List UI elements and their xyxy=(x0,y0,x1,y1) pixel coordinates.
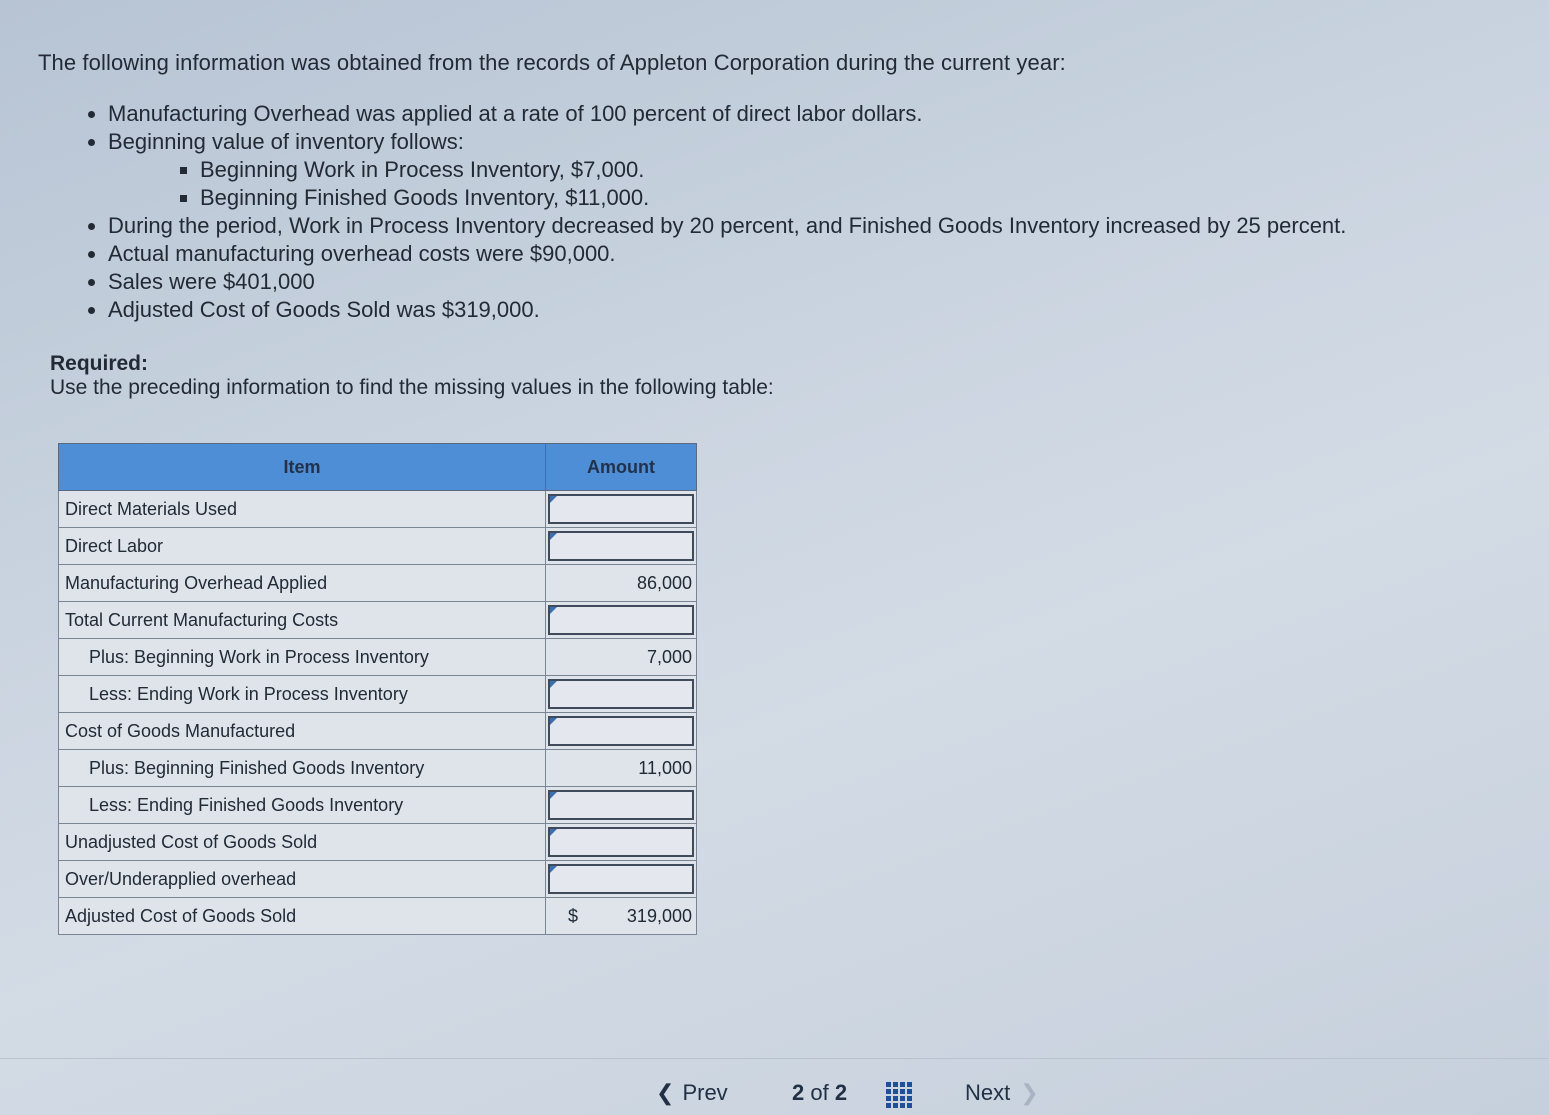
bullet-overhead-rate: • Manufacturing Overhead was applied at a rate of 100 percent of direct labor dollars. xyxy=(108,100,1520,128)
table-row xyxy=(59,491,697,528)
row-label: Total Current Manufacturing Costs xyxy=(59,602,546,639)
grid-icon[interactable] xyxy=(886,1082,911,1107)
table-row xyxy=(59,824,697,861)
row-label: Plus: Beginning Finished Goods Inventory xyxy=(59,750,546,787)
bullet-actual-overhead: • Actual manufacturing overhead costs were $90,000. xyxy=(108,240,1520,268)
page-of: of xyxy=(810,1080,829,1105)
input-box[interactable] xyxy=(548,716,694,746)
amount-value: 11,000 xyxy=(546,750,697,787)
total-pages: 2 xyxy=(834,1080,848,1105)
next-button[interactable] xyxy=(965,1080,1039,1106)
row-label: Unadjusted Cost of Goods Sold xyxy=(59,824,546,861)
bullet-sales: • Sales were $401,000 xyxy=(108,268,1520,296)
page-indicator xyxy=(792,1080,847,1106)
table-row xyxy=(59,898,697,935)
bullet-beginning-inventory-label: Beginning value of inventory follows: xyxy=(108,129,464,154)
amount-input-ending-wip[interactable] xyxy=(546,676,697,713)
row-label: Manufacturing Overhead Applied xyxy=(59,565,546,602)
input-box[interactable] xyxy=(548,790,694,820)
sub-bullet-beginning-fg: ▪ Beginning Finished Goods Inventory, $11,000. xyxy=(200,184,1520,212)
amount-value: 319,000 xyxy=(626,905,692,926)
current-page: 2 xyxy=(792,1080,805,1105)
row-label: Direct Labor xyxy=(59,528,546,565)
amount-input-direct-materials[interactable] xyxy=(546,491,697,528)
info-list xyxy=(80,100,1520,324)
table-row xyxy=(59,787,697,824)
amount-input-cogm[interactable] xyxy=(546,713,697,750)
row-label: Direct Materials Used xyxy=(59,491,546,528)
row-label: Less: Ending Work in Process Inventory xyxy=(59,676,546,713)
amount-value: 86,000 xyxy=(546,565,697,602)
table-row xyxy=(59,565,697,602)
worksheet-table xyxy=(58,443,697,935)
bullet-beginning-inventory xyxy=(108,128,1520,212)
required-heading: Required: xyxy=(50,352,149,375)
bullet-inventory-change: • During the period, Work in Process Inventory decreased by 20 percent, and Finished Goods Inventory increased by 25 percent. xyxy=(108,212,1520,240)
prev-label: Prev xyxy=(682,1080,728,1105)
row-label: Over/Underapplied overhead xyxy=(59,861,546,898)
footer-divider xyxy=(0,1058,1549,1059)
chevron-right-icon: ❯ xyxy=(1020,1080,1039,1105)
sub-bullet-beginning-wip: ▪ Beginning Work in Process Inventory, $7,000. xyxy=(200,156,1520,184)
amount-value-adjusted-cogs xyxy=(546,898,697,935)
input-box[interactable] xyxy=(548,827,694,857)
table-header-row xyxy=(59,444,697,491)
amount-value: 7,000 xyxy=(546,639,697,676)
required-instructions: Use the preceding information to find the missing values in the following table: xyxy=(50,376,774,399)
input-box[interactable] xyxy=(548,864,694,894)
intro-text: The following information was obtained from the records of Appleton Corporation during the current year: xyxy=(38,50,1066,75)
table-row xyxy=(59,861,697,898)
row-label: Less: Ending Finished Goods Inventory xyxy=(59,787,546,824)
chevron-left-icon: ❮ xyxy=(656,1080,675,1105)
input-box[interactable] xyxy=(548,605,694,635)
row-label: Cost of Goods Manufactured xyxy=(59,713,546,750)
input-box[interactable] xyxy=(548,494,694,524)
next-label: Next xyxy=(965,1080,1011,1105)
row-label: Plus: Beginning Work in Process Inventory xyxy=(59,639,546,676)
amount-input-ending-fg[interactable] xyxy=(546,787,697,824)
input-box[interactable] xyxy=(548,531,694,561)
header-amount: Amount xyxy=(546,444,697,491)
table-row xyxy=(59,528,697,565)
table-row xyxy=(59,713,697,750)
amount-input-unadjusted-cogs[interactable] xyxy=(546,824,697,861)
prev-button[interactable] xyxy=(656,1080,728,1106)
amount-input-over-underapplied[interactable] xyxy=(546,861,697,898)
table-row xyxy=(59,750,697,787)
input-box[interactable] xyxy=(548,679,694,709)
row-label: Adjusted Cost of Goods Sold xyxy=(59,898,546,935)
header-item: Item xyxy=(59,444,546,491)
amount-input-total-current-costs[interactable] xyxy=(546,602,697,639)
bullet-adjusted-cogs: • Adjusted Cost of Goods Sold was $319,000. xyxy=(108,296,1520,324)
currency-symbol: $ xyxy=(568,906,579,926)
table-row xyxy=(59,602,697,639)
table-row xyxy=(59,676,697,713)
amount-input-direct-labor[interactable] xyxy=(546,528,697,565)
table-row xyxy=(59,639,697,676)
